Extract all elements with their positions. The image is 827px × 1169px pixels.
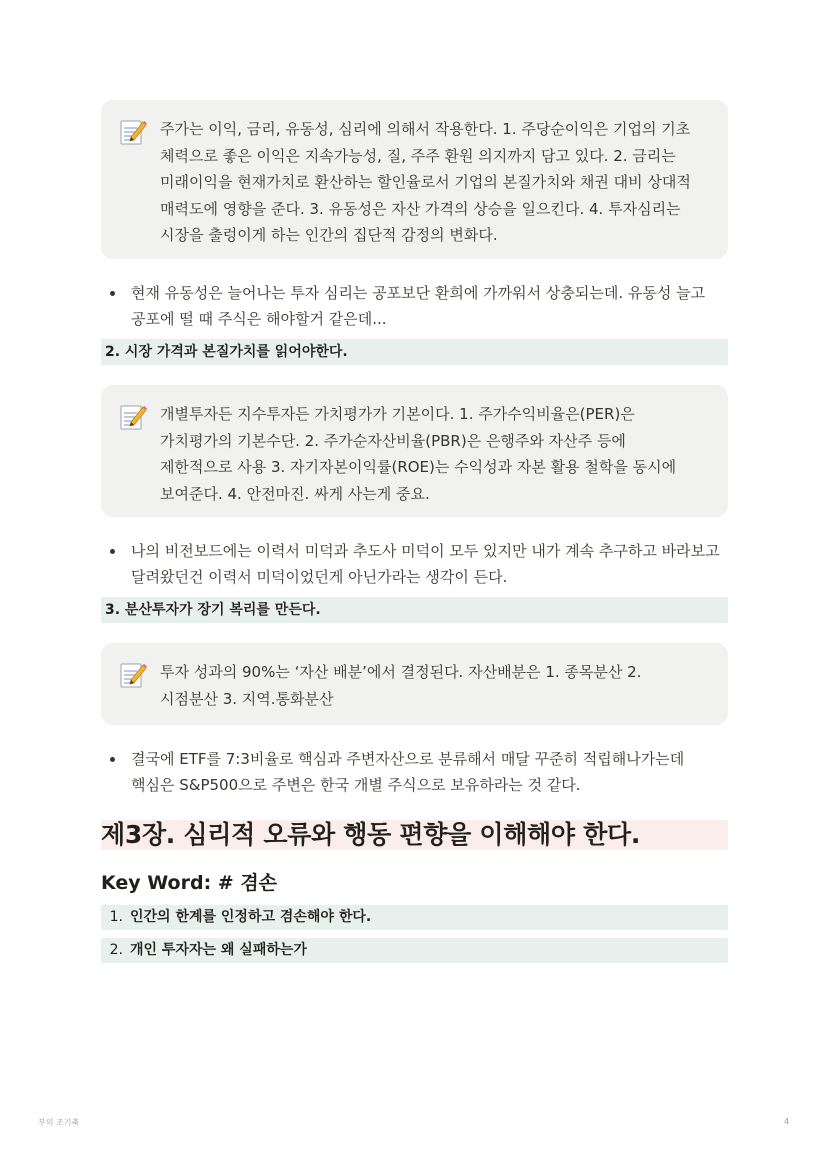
numbered-item bbox=[101, 905, 728, 930]
numbered-item bbox=[101, 938, 728, 963]
document-body bbox=[101, 100, 728, 963]
footer-title: 부의 조기축 bbox=[38, 1118, 80, 1127]
callout-block bbox=[101, 643, 728, 725]
list-item: 나의 비전보드에는 이력서 미덕과 추도사 미덕이 모두 있지만 내가 계속 추구하고 바라보고 달려왔던건 이력서 미덕이었던게 아닌가라는 생각이 든다. bbox=[101, 538, 728, 590]
item-text: 개인 투자자는 왜 실패하는가 bbox=[130, 942, 307, 958]
callout-text: 주가는 이익, 금리, 유동성, 심리에 의해서 작용한다. 1. 주당순이익은 기업의 기초 체력으로 좋은 이익은 지속가능성, 질, 주주 환원 의지까지 담고 있다. 2. 금리는 미래이익을 현재가치로 환산하는 할인율로서 기업의 본질가치와 채권 대비 상대적 매력도에 영향을 준다. 3. 유동성은 자산 가격의 상승을 일으킨다. 4. 투자심리는 시장을 출렁이게 하는 인간의 집단적 감정의 변화다. bbox=[160, 120, 691, 244]
list-item: 결국에 ETF를 7:3비율로 핵심과 주변자산으로 분류해서 매달 꾸준히 적립해나가는데 핵심은 S&P500으로 주변은 한국 개별 주식으로 보유하라는 것 같다. bbox=[101, 746, 728, 798]
section-heading: 3. 분산투자가 장기 복리를 만든다. bbox=[101, 597, 728, 623]
memo-icon bbox=[118, 117, 150, 147]
section-heading: 2. 시장 가격과 본질가치를 읽어야한다. bbox=[101, 339, 728, 365]
memo-icon bbox=[118, 402, 150, 432]
callout-text: 투자 성과의 90%는 ‘자산 배분’에서 결정된다. 자산배분은 1. 종목분산 2. 시점분산 3. 지역.통화분산 bbox=[160, 663, 642, 708]
item-text: 인간의 한계를 인정하고 겸손해야 한다. bbox=[130, 909, 372, 925]
item-number: 1. bbox=[109, 909, 123, 925]
keyword-heading: Key Word: # 겸손 bbox=[101, 872, 278, 894]
item-number: 2. bbox=[109, 942, 123, 958]
memo-icon bbox=[118, 660, 150, 690]
page-number: 4 bbox=[784, 1117, 790, 1126]
list-item: 현재 유동성은 늘어나는 투자 심리는 공포보단 환희에 가까워서 상충되는데. 유동성 늘고 공포에 떨 때 주식은 해야할거 같은데... bbox=[101, 280, 728, 332]
callout-block bbox=[101, 100, 728, 259]
callout-text: 개별투자든 지수투자든 가치평가가 기본이다. 1. 주가수익비율은(PER)은 가치평가의 기본수단. 2. 주가순자산비율(PBR)은 은행주와 자산주 등에 제한적으로 사용 3. 자기자본이익률(ROE)는 수익성과 자본 활용 철학을 동시에 보여준다. 4. 안전마진. 싸게 사는게 중요. bbox=[160, 405, 677, 503]
chapter-heading: 제3장. 심리적 오류와 행동 편향을 이해해야 한다. bbox=[101, 820, 728, 850]
callout-block bbox=[101, 385, 728, 517]
bullet-list bbox=[101, 746, 728, 798]
bullet-list bbox=[101, 538, 728, 590]
bullet-list bbox=[101, 280, 728, 332]
